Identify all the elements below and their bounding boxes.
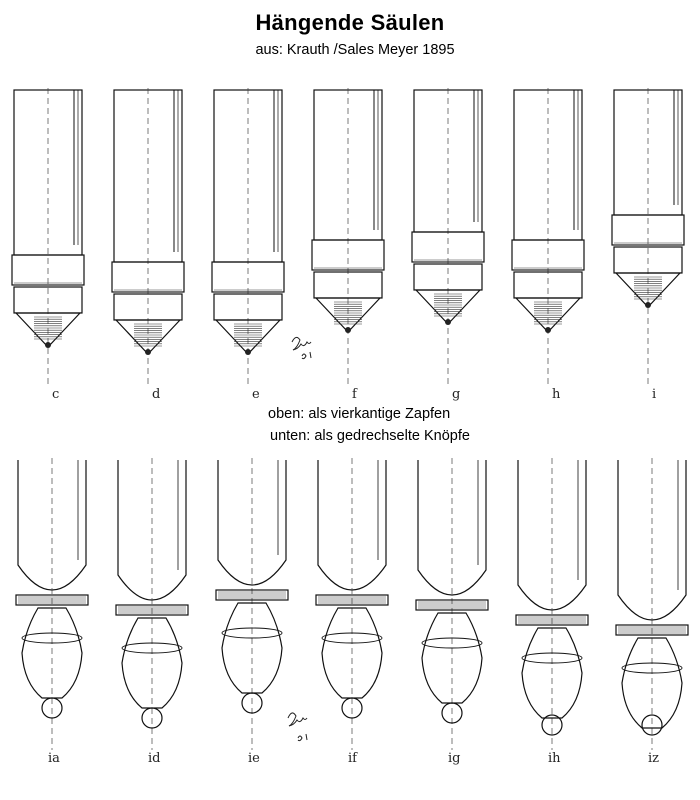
top-row-labels bbox=[52, 387, 656, 402]
signature-mark-bottom bbox=[288, 713, 307, 741]
pendant-top-f bbox=[312, 88, 384, 385]
pendant-bottom-ie bbox=[216, 458, 288, 750]
top-label-d: d bbox=[152, 387, 161, 402]
top-label-i: i bbox=[652, 387, 657, 402]
pendant-top-g bbox=[412, 88, 484, 385]
page-title: Hängende Säulen bbox=[255, 10, 445, 35]
caption-bottom: unten: als gedrechselte Knöpfe bbox=[270, 428, 470, 444]
top-label-e: e bbox=[252, 387, 260, 402]
bottom-label-ia: ia bbox=[48, 751, 60, 766]
top-label-f: f bbox=[352, 387, 357, 402]
pendant-top-d bbox=[112, 88, 184, 385]
bottom-row-labels bbox=[48, 751, 659, 766]
top-label-g: g bbox=[452, 387, 461, 402]
bottom-label-id: id bbox=[148, 751, 161, 766]
bottom-label-if: if bbox=[348, 751, 357, 766]
pendant-top-e bbox=[212, 88, 284, 385]
page-subtitle: aus: Krauth /Sales Meyer 1895 bbox=[255, 42, 455, 58]
pendant-bottom-ia bbox=[16, 458, 88, 750]
signature-mark-top bbox=[292, 337, 311, 358]
pendant-bottom-ig bbox=[416, 458, 488, 750]
top-row-pendants bbox=[12, 88, 684, 385]
bottom-label-ih: ih bbox=[548, 751, 561, 766]
pendant-top-c bbox=[12, 88, 84, 385]
pendant-bottom-iz bbox=[616, 458, 688, 750]
bottom-row-pendants bbox=[16, 458, 688, 750]
top-label-h: h bbox=[552, 387, 561, 402]
pendant-bottom-id bbox=[116, 458, 188, 750]
bottom-label-ig: ig bbox=[448, 751, 461, 766]
top-label-c: c bbox=[52, 387, 60, 402]
pendant-bottom-if bbox=[316, 458, 388, 750]
pendant-top-h bbox=[512, 88, 584, 385]
pendant-bottom-ih bbox=[516, 458, 588, 750]
pendant-top-i bbox=[612, 88, 684, 385]
bottom-label-ie: ie bbox=[248, 751, 260, 766]
bottom-label-iz: iz bbox=[648, 751, 660, 766]
caption-top: oben: als vierkantige Zapfen bbox=[268, 406, 451, 422]
